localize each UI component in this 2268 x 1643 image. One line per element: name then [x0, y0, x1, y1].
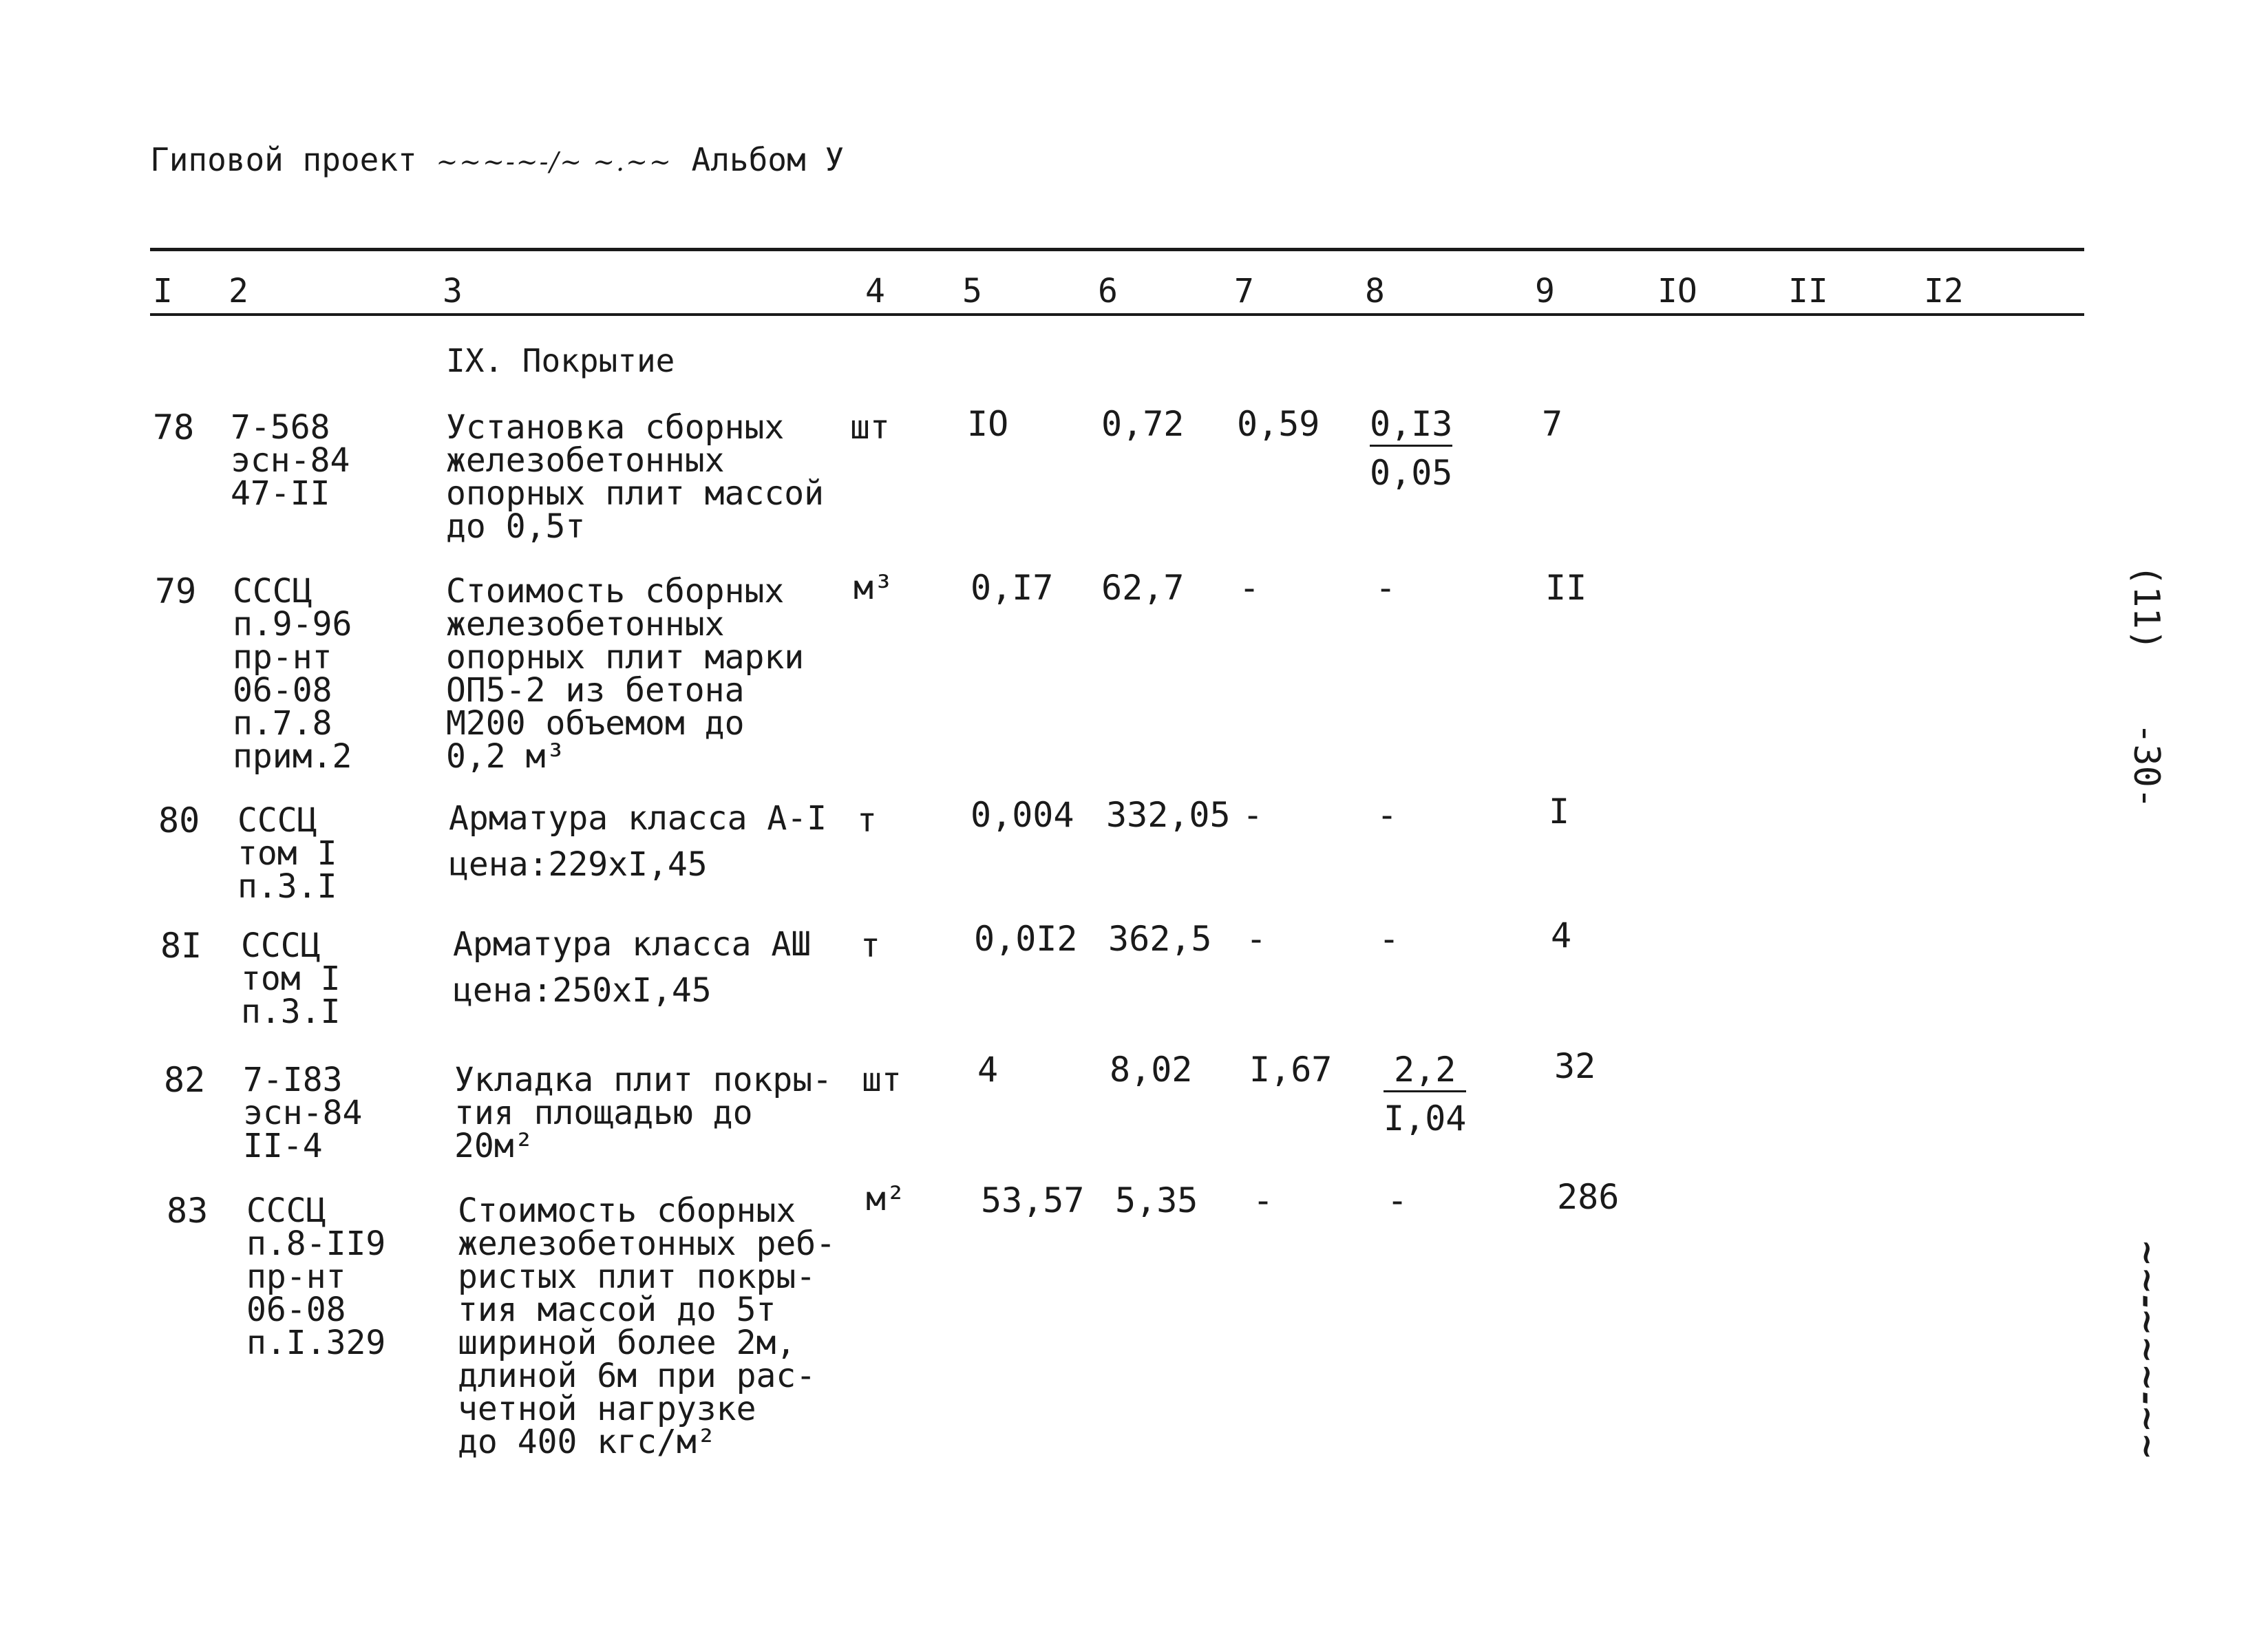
row-col7: - [1239, 568, 1260, 608]
row-price-note: цена:250хI,45 [453, 971, 712, 1010]
row-quantity: 0,0I2 [974, 919, 1078, 959]
column-number: 5 [962, 272, 982, 310]
row-quantity: 4 [977, 1050, 999, 1090]
row-price: 8,02 [1110, 1050, 1193, 1090]
row-col7: - [1246, 919, 1267, 959]
row-description: Стоимость сборных железобетонных опорных плит марки ОП5-2 из бетона М200 объемом до 0,2 м³ [446, 572, 805, 776]
row-col8-top: 0,I3 [1370, 407, 1452, 447]
header-handwritten-code: ~~~-~-/~ ~.~~ [436, 147, 672, 177]
column-number: 4 [865, 272, 885, 310]
row-number: 83 [167, 1191, 209, 1231]
column-number: 6 [1098, 272, 1118, 310]
row-number: 79 [155, 571, 197, 611]
table-header-rule [150, 313, 2084, 316]
column-number: 9 [1535, 272, 1555, 310]
row-col9: I [1549, 792, 1570, 831]
row-col8: - [1375, 568, 1397, 608]
row-col8-top: 2,2 [1384, 1053, 1466, 1092]
row-reference: СССЦ п.9-96 пр-нт 06-08 п.7.8 прим.2 [233, 572, 352, 776]
header-prefix: Гиповой проект [150, 141, 417, 178]
margin-handwritten-code: ~~-~~~-~~ [2128, 1239, 2167, 1461]
row-reference: СССЦ п.8-II9 пр-нт 06-08 п.I.329 [246, 1191, 386, 1362]
row-col9: II [1545, 568, 1587, 608]
row-number: 8I [160, 926, 202, 966]
table-top-rule [150, 248, 2084, 251]
row-description: Установка сборных железобетонных опорных плит массой до 0,5т [446, 408, 825, 546]
row-price: 362,5 [1108, 919, 1212, 959]
row-number: 78 [153, 407, 195, 447]
row-col7: 0,59 [1237, 404, 1320, 444]
row-col7: I,67 [1249, 1050, 1333, 1090]
row-description: Арматура класса А-I [449, 799, 827, 838]
row-quantity: IO [967, 404, 1009, 444]
row-quantity: 0,004 [971, 795, 1074, 835]
row-col9: 286 [1557, 1177, 1620, 1217]
row-price-note: цена:229хI,45 [449, 845, 708, 884]
row-col8-bottom: 0,05 [1370, 453, 1453, 493]
column-number: II [1788, 272, 1828, 310]
row-unit: м² [866, 1180, 906, 1218]
margin-page-number: -30- [2126, 723, 2167, 809]
row-description: Арматура класса АШ [453, 925, 812, 964]
row-price: 0,72 [1101, 404, 1185, 444]
column-number: I2 [1924, 272, 1964, 310]
row-col8-bottom: I,04 [1384, 1099, 1467, 1138]
row-price: 5,35 [1115, 1180, 1198, 1220]
row-col8-fraction [1384, 1050, 1467, 1138]
column-number: 8 [1365, 272, 1385, 310]
row-col8: - [1377, 795, 1398, 835]
row-reference: 7-I83 эсн-84 II-4 [243, 1061, 363, 1165]
row-unit: м³ [854, 569, 893, 607]
row-quantity: 0,I7 [971, 568, 1054, 608]
document-header [150, 141, 844, 178]
row-number: 82 [164, 1060, 206, 1100]
header-album: Альбом У [691, 141, 845, 178]
row-col8: - [1387, 1180, 1408, 1220]
row-unit: шт [862, 1061, 902, 1099]
row-unit: т [857, 801, 877, 840]
section-title: IX. Покрытие [446, 342, 675, 379]
column-number: 2 [229, 272, 248, 310]
row-reference: СССЦ том I п.3.I [241, 926, 341, 1031]
column-number: IO [1657, 272, 1697, 310]
column-number: 3 [443, 272, 463, 310]
row-price: 62,7 [1101, 568, 1185, 608]
row-price: 332,05 [1106, 795, 1231, 835]
column-number: I [153, 272, 173, 310]
row-unit: шт [850, 408, 890, 447]
row-description: Укладка плит покры- тия площадью до 20м² [454, 1061, 833, 1165]
row-col8-fraction [1370, 404, 1453, 493]
row-unit: т [860, 926, 880, 965]
row-col7: - [1242, 795, 1264, 835]
margin-circled-mark: (11) [2126, 564, 2167, 651]
column-number: 7 [1234, 272, 1254, 310]
row-quantity: 53,57 [981, 1180, 1085, 1220]
row-description: Стоимость сборных железобетонных реб- ристых плит покры- тия массой до 5т шириной более 2м, длиной 6м при рас- четной нагрузке до 400 кгс/м² [458, 1191, 836, 1461]
row-col7: - [1253, 1180, 1274, 1220]
row-number: 80 [158, 801, 200, 840]
row-col9: 7 [1542, 404, 1563, 444]
row-col8: - [1379, 919, 1400, 959]
row-reference: СССЦ том I п.3.I [237, 801, 337, 906]
row-reference: 7-568 эсн-84 47-II [231, 408, 350, 513]
row-col9: 32 [1554, 1046, 1596, 1086]
row-col9: 4 [1551, 915, 1572, 955]
